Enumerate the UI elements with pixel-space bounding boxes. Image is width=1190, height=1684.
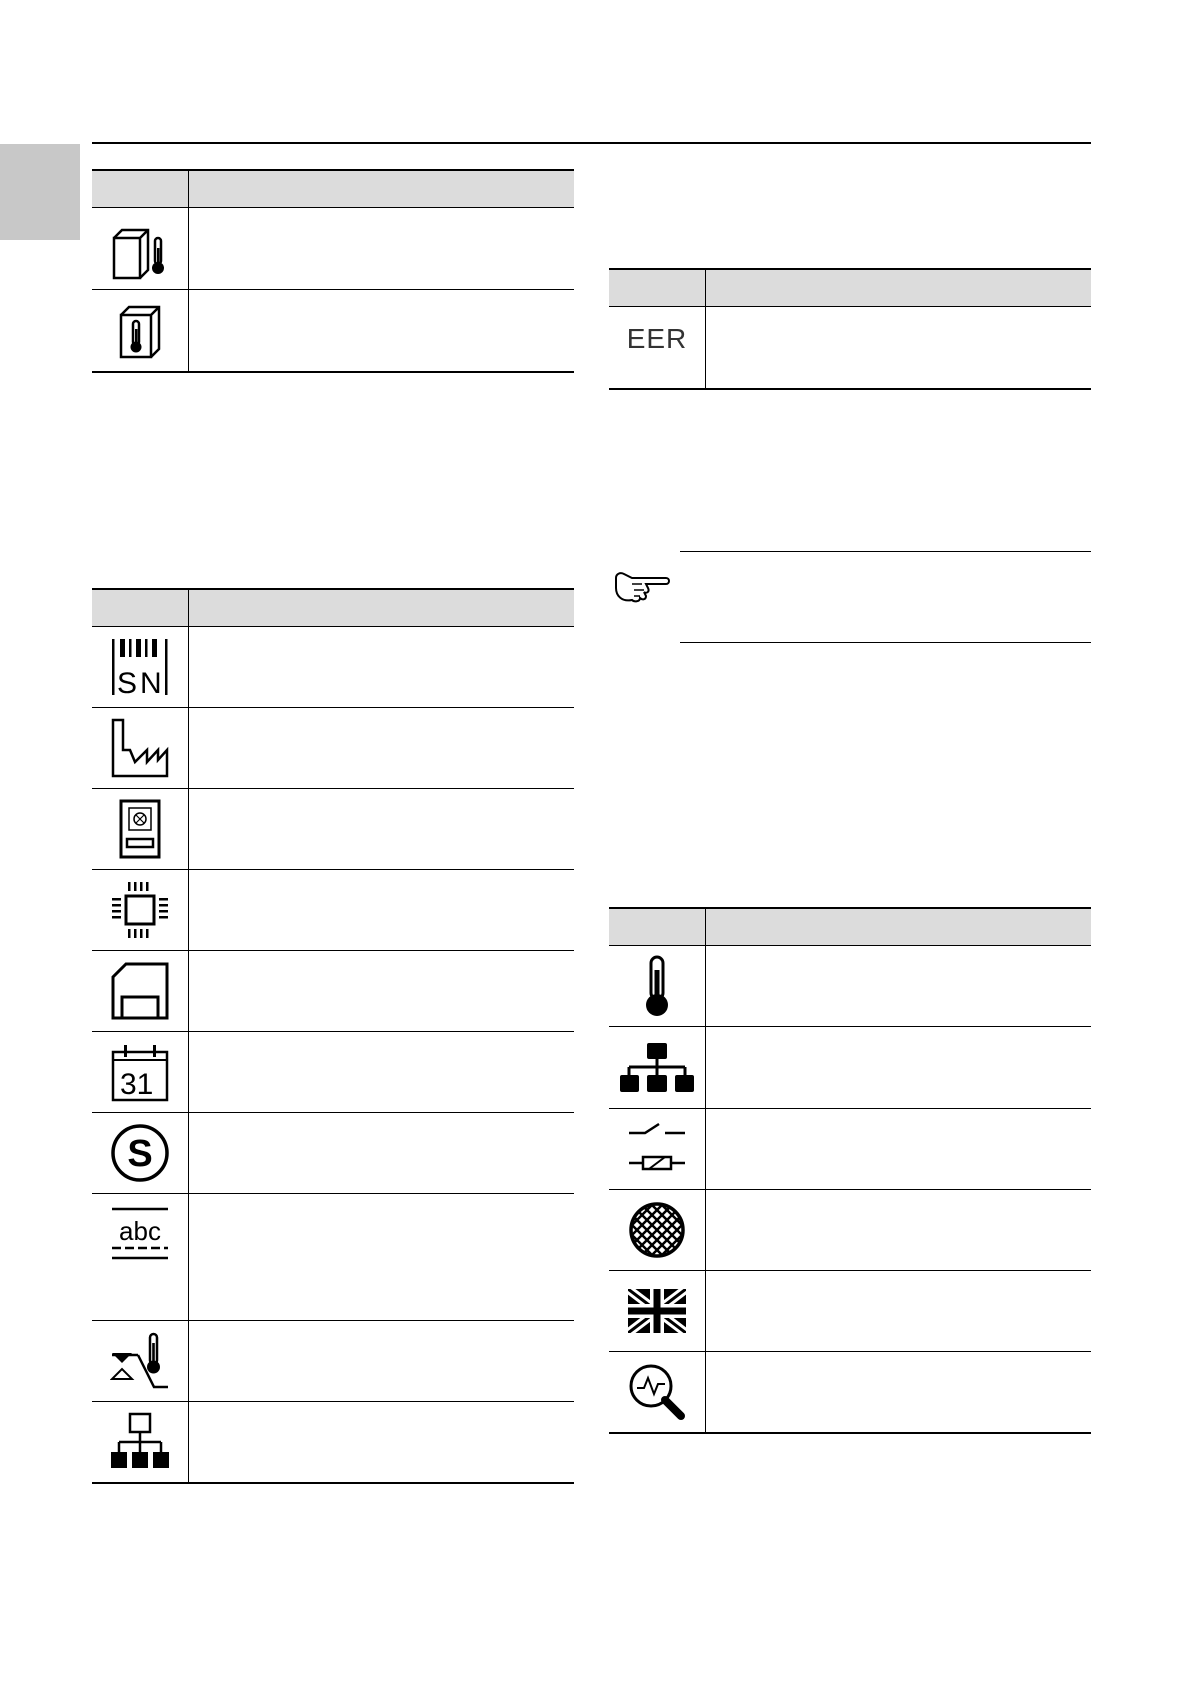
- thermometer-inside-box-icon: [117, 299, 163, 361]
- table-header-description: [189, 170, 575, 208]
- table-row: [609, 1271, 1091, 1352]
- table-header-symbol: [609, 269, 706, 307]
- symbol-table-3: [609, 268, 1091, 390]
- table-row: [609, 1109, 1091, 1190]
- box-with-thermometer-icon: [110, 218, 170, 280]
- table-row: [92, 1402, 574, 1483]
- table-header-description: [189, 589, 575, 627]
- network-hierarchy-outline-icon: [110, 1412, 170, 1472]
- table-row: [92, 208, 574, 290]
- svg-text:31: 31: [120, 1068, 154, 1101]
- svg-text:S: S: [117, 667, 138, 697]
- serial-number-barcode-icon: [110, 637, 170, 697]
- table-row: [92, 290, 574, 372]
- s-circle-icon: [110, 1123, 170, 1183]
- mesh-globe-icon: [627, 1200, 687, 1260]
- eer-label: EER: [626, 323, 688, 355]
- table-row: [92, 708, 574, 789]
- table-header-symbol: [609, 908, 706, 946]
- table-header-description: [706, 269, 1092, 307]
- table-row: [92, 1032, 574, 1113]
- svg-text:S: S: [127, 1133, 153, 1175]
- pointing-hand-icon: [612, 568, 672, 604]
- table-row: [609, 1027, 1091, 1109]
- memory-card-icon: [110, 961, 170, 1021]
- table-row: [609, 307, 1091, 389]
- table-header-symbol: [92, 170, 189, 208]
- device-panel-icon: [117, 799, 163, 859]
- network-hierarchy-icon: [620, 1041, 694, 1095]
- chip-icon: [110, 880, 170, 940]
- header-rule: [92, 142, 1091, 144]
- table-row: [92, 870, 574, 951]
- calendar-icon: [110, 1042, 170, 1102]
- table-row: [609, 946, 1091, 1027]
- chapter-tab: [0, 144, 80, 240]
- table-header-description: [706, 908, 1092, 946]
- table-row: [609, 1190, 1091, 1271]
- table-row: [609, 1352, 1091, 1433]
- switch-resistor-icon: [627, 1119, 687, 1179]
- svg-text:abc: abc: [119, 1216, 161, 1246]
- table-row: [92, 1321, 574, 1402]
- note-bottom-rule: [680, 642, 1091, 643]
- svg-text:N: N: [140, 667, 162, 697]
- symbol-table-2: [92, 588, 574, 1484]
- abc-text-icon: [110, 1206, 170, 1262]
- thermometer-icon: [642, 954, 672, 1018]
- table-row: [92, 627, 574, 708]
- table-row: [92, 1113, 574, 1194]
- setpoint-thermometer-icon: [110, 1331, 170, 1391]
- table-header-symbol: [92, 589, 189, 627]
- note-top-rule: [680, 551, 1091, 552]
- table-row: [92, 789, 574, 870]
- factory-icon: [110, 718, 170, 778]
- symbol-table-1: [92, 169, 574, 373]
- signal-search-icon: [627, 1362, 687, 1422]
- symbol-table-4: [609, 907, 1091, 1434]
- table-row: [92, 1194, 574, 1321]
- table-row: [92, 951, 574, 1032]
- uk-flag-icon: [628, 1289, 686, 1333]
